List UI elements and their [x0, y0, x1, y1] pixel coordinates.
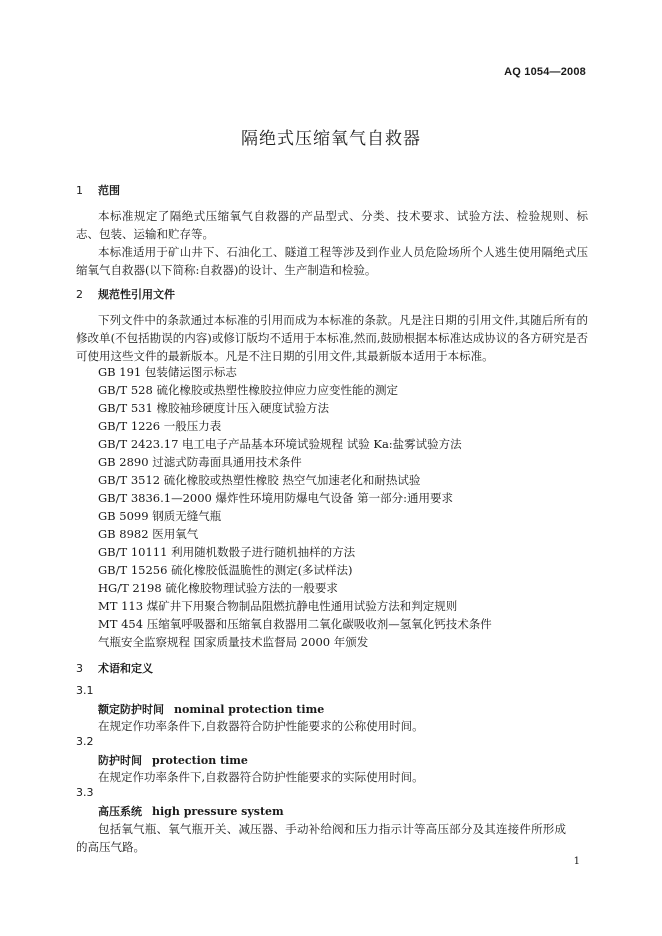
reference-item: 气瓶安全监察规程 国家质量技术监督局 2000 年颁发 — [98, 635, 369, 649]
standard-code: AQ 1054—2008 — [504, 66, 586, 78]
reference-item: GB 191 包装储运图示标志 — [98, 365, 237, 379]
reference-item: GB 5099 钢质无缝气瓶 — [98, 509, 222, 523]
term-zh: 高压系统 — [98, 805, 142, 818]
reference-item: MT 454 压缩氧呼吸器和压缩氧自救器用二氧化碳吸收剂—氢氧化钙技术条件 — [98, 617, 492, 631]
term-number: 3.3 — [76, 786, 94, 799]
reference-item: GB/T 3512 硫化橡胶或热塑性橡胶 热空气加速老化和耐热试验 — [98, 473, 421, 487]
section-title: 术语和定义 — [98, 662, 153, 675]
section-number: 2 — [76, 288, 83, 301]
term-en: protection time — [152, 754, 248, 767]
section-2-heading — [76, 286, 175, 302]
reference-item: GB 2890 过滤式防毒面具通用技术条件 — [98, 455, 302, 469]
reference-item: GB/T 531 橡胶袖珍硬度计压入硬度试验方法 — [98, 401, 329, 415]
term-heading — [98, 701, 324, 717]
section-1-paragraph-2: 本标准适用于矿山井下、石油化工、隧道工程等涉及到作业人员危险场所个人逃生使用隔绝式压缩氧气自救器(以下简称:自救器)的设计、生产制造和检验。 — [76, 245, 588, 277]
section-number: 3 — [76, 662, 83, 675]
term-number: 3.2 — [76, 735, 94, 748]
reference-item: GB 8982 医用氧气 — [98, 527, 199, 541]
reference-item: GB/T 528 硫化橡胶或热塑性橡胶拉伸应力应变性能的测定 — [98, 383, 398, 397]
section-1-heading — [76, 182, 120, 198]
term-definition: 在规定作功率条件下,自救器符合防护性能要求的公称使用时间。 — [98, 719, 424, 733]
reference-item: GB/T 15256 硫化橡胶低温脆性的测定(多试样法) — [98, 563, 353, 577]
section-title: 范围 — [98, 184, 120, 197]
section-title: 规范性引用文件 — [98, 288, 175, 301]
term-zh: 防护时间 — [98, 754, 142, 767]
term-heading — [98, 803, 284, 819]
term-definition: 在规定作功率条件下,自救器符合防护性能要求的实际使用时间。 — [98, 770, 424, 784]
section-1-paragraph-1: 本标准规定了隔绝式压缩氧气自救器的产品型式、分类、技术要求、试验方法、检验规则、标志、包装、运输和贮存等。 — [76, 209, 588, 241]
reference-item: GB/T 1226 一般压力表 — [98, 419, 222, 433]
document-title: 隔绝式压缩氧气自救器 — [241, 129, 421, 149]
page-number: 1 — [573, 856, 580, 867]
section-number: 1 — [76, 184, 83, 197]
term-number: 3.1 — [76, 684, 94, 697]
term-heading — [98, 752, 248, 768]
reference-item: GB/T 3836.1—2000 爆炸性环境用防爆电气设备 第一部分:通用要求 — [98, 491, 454, 505]
section-3-heading — [76, 660, 153, 676]
term-en: high pressure system — [152, 805, 284, 818]
term-en: nominal protection time — [174, 703, 325, 716]
section-2-paragraph-1: 下列文件中的条款通过本标准的引用而成为本标准的条款。凡是注日期的引用文件,其随后所有的修改单(不包括勘误的内容)或修订版均不适用于本标准,然而,鼓励根据本标准达成协议的各方研究是否可使用这些文件的最新版本。凡是不注日期的引用文件,其最新版本适用于本标准。 — [76, 313, 588, 363]
term-definition: 包括氧气瓶、氧气瓶开关、减压器、手动补给阀和压力指示计等高压部分及其连接件所形成的高压气路。 — [76, 822, 566, 854]
reference-item: MT 113 煤矿井下用聚合物制品阻燃抗静电性通用试验方法和判定规则 — [98, 599, 458, 613]
reference-item: GB/T 2423.17 电工电子产品基本环境试验规程 试验 Ka:盐雾试验方法 — [98, 437, 462, 451]
term-zh: 额定防护时间 — [98, 703, 164, 716]
reference-item: HG/T 2198 硫化橡胶物理试验方法的一般要求 — [98, 581, 338, 595]
reference-item: GB/T 10111 利用随机数骰子进行随机抽样的方法 — [98, 545, 356, 559]
